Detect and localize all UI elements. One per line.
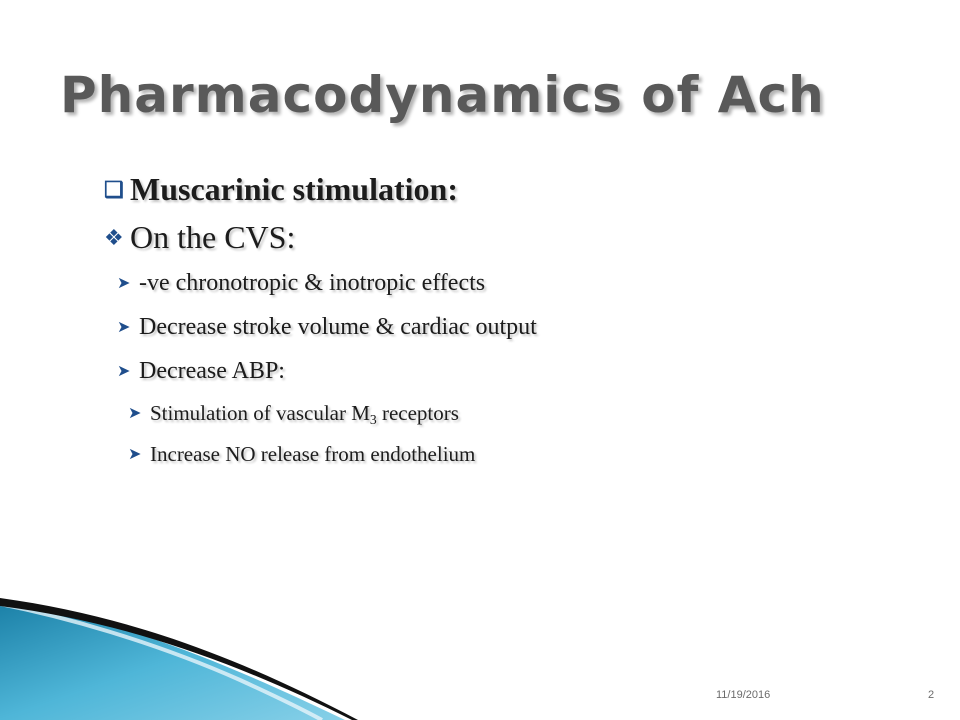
light-stripe	[0, 604, 322, 720]
bullet-muscarinic-stimulation	[100, 165, 880, 213]
bullet-text: Decrease ABP:	[139, 358, 285, 384]
subscript-3: 3	[369, 411, 377, 427]
bullet-text: On the CVS:	[130, 219, 296, 255]
bullet-text: Muscarinic stimulation:	[130, 171, 458, 207]
bullet-text: Increase NO release from endothelium	[150, 442, 476, 466]
arrow-bullet-icon: ➤	[117, 319, 131, 336]
bullet-decrease-stroke-volume	[100, 305, 880, 349]
arrow-bullet-icon: ➤	[128, 446, 142, 463]
square-bullet-icon: ❑	[104, 177, 124, 202]
bullet-m3-receptors	[100, 393, 880, 434]
bullet-text-suffix: receptors	[376, 401, 459, 425]
footer-date: 11/19/2016	[716, 689, 771, 701]
dark-stripe	[0, 598, 358, 720]
bullet-on-the-cvs	[100, 213, 880, 261]
bullet-text: -ve chronotropic & inotropic effects	[139, 270, 486, 296]
bullet-text: Decrease stroke volume & cardiac output	[139, 314, 537, 340]
bullet-text: Stimulation of vascular M	[150, 401, 370, 425]
bullet-decrease-abp	[100, 349, 880, 393]
bullet-list	[100, 165, 880, 475]
arrow-bullet-icon: ➤	[117, 275, 131, 292]
arrow-bullet-icon: ➤	[117, 363, 131, 380]
slide-number: 2	[928, 689, 935, 701]
blue-swoosh	[0, 600, 345, 720]
slide-title: Pharmacodynamics of Ach	[60, 66, 825, 124]
bullet-no-release	[100, 434, 880, 475]
bullet-chronotropic-effects	[100, 261, 880, 305]
diamond-bullet-icon: ❖	[104, 225, 124, 250]
arrow-bullet-icon: ➤	[128, 405, 142, 422]
